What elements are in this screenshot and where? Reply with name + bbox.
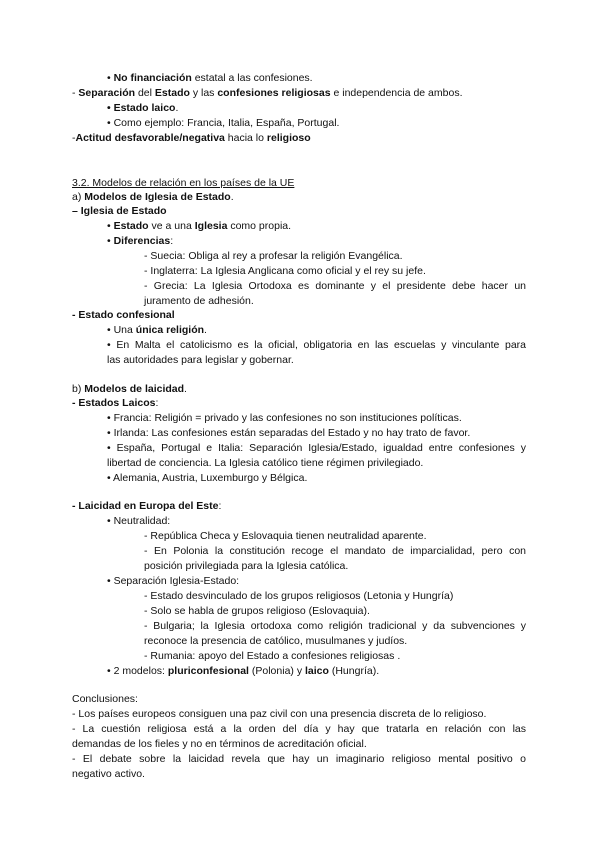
line-iglesia-de-estado: – Iglesia de Estado	[72, 205, 167, 217]
item-suecia: - Suecia: Obliga al rey a profesar la religión Evangélica.	[144, 250, 403, 262]
bullet-neutralidad: • Neutralidad:	[107, 515, 171, 527]
subheading-a: a) Modelos de Iglesia de Estado.	[72, 191, 234, 203]
item-rumania: - Rumania: apoyo del Estado a confesiones religiosas .	[144, 650, 401, 662]
bullet-ejemplo: • Como ejemplo: Francia, Italia, España, Portugal.	[107, 117, 340, 129]
bullet-malta: • En Malta el catolicismo es la oficial, obligatoria en las escuelas y vinculante para	[107, 339, 526, 351]
bullet-francia: • Francia: Religión = privado y las confesiones no son instituciones políticas.	[107, 412, 462, 424]
item-eslovaquia: - Solo se habla de grupos religioso (Eslovaquia).	[144, 605, 370, 617]
item-grecia: - Grecia: La Iglesia Ortodoxa es dominante y el presidente debe hacer un	[144, 280, 526, 292]
conclusion-2: - La cuestión religiosa está a la orden del día y hay que tratarla en relación con las	[72, 723, 526, 735]
conclusion-3-cont: negativo activo.	[72, 768, 145, 780]
item-bulgaria: - Bulgaria; la Iglesia ortodoxa como religión tradicional y da subvenciones y	[144, 620, 526, 632]
bullet-estado-iglesia: • Estado ve a una Iglesia como propia.	[107, 220, 292, 232]
bullet-unica-religion: • Una única religión.	[107, 324, 207, 336]
item-polonia-cont: posición privilegiada para la Iglesia católica.	[144, 560, 349, 572]
item-letonia-hungria: - Estado desvinculado de los grupos religiosos (Letonia y Hungría)	[144, 590, 454, 602]
item-inglaterra: - Inglaterra: La Iglesia Anglicana como oficial y el rey su jefe.	[144, 265, 426, 277]
item-grecia-cont: juramento de adhesión.	[144, 295, 254, 307]
item-republica-checa: - República Checa y Eslovaquia tienen neutralidad aparente.	[144, 530, 427, 542]
bullet-malta-cont: las autoridades para legislar y gobernar.	[107, 354, 294, 366]
line-estados-laicos: - Estados Laicos:	[72, 397, 159, 409]
line-separacion: - Separación del Estado y las confesiones religiosas e independencia de ambos.	[72, 87, 463, 99]
conclusion-2-cont: demandas de los fieles y no en términos de acreditación oficial.	[72, 738, 367, 750]
section-heading-3-2: 3.2. Modelos de relación en los países de la UE	[72, 177, 295, 189]
bullet-espana: • España, Portugal e Italia: Separación Iglesia/Estado, igualdad entre confesiones y	[107, 442, 526, 454]
bullet-separacion-iglesia-estado: • Separación Iglesia-Estado:	[107, 575, 240, 587]
subheading-b: b) Modelos de laicidad.	[72, 383, 187, 395]
bullet-alemania: • Alemania, Austria, Luxemburgo y Bélgica.	[107, 472, 308, 484]
conclusion-1: - Los países europeos consiguen una paz civil con una presencia discreta de lo religioso.	[72, 708, 487, 720]
bullet-no-financiacion: • No financiación estatal a las confesiones.	[107, 72, 313, 84]
conclusiones-heading: Conclusiones:	[72, 693, 138, 705]
line-estado-confesional: - Estado confesional	[72, 309, 175, 321]
line-actitud: -Actitud desfavorable/negativa hacia lo religioso	[72, 132, 311, 144]
line-laicidad-europa-este: - Laicidad en Europa del Este:	[72, 500, 222, 512]
bullet-irlanda: • Irlanda: Las confesiones están separadas del Estado y no hay trato de favor.	[107, 427, 471, 439]
conclusion-3: - El debate sobre la laicidad revela que hay un imaginario religioso mental positivo o	[72, 753, 526, 765]
bullet-diferencias: • Diferencias:	[107, 235, 174, 247]
bullet-2-modelos: • 2 modelos: pluriconfesional (Polonia) y laico (Hungría).	[107, 665, 380, 677]
bullet-espana-cont: libertad de conciencia. La Iglesia católico tiene régimen privilegiado.	[107, 457, 424, 469]
item-bulgaria-cont: reconoce la presencia de católico, musulmanes y judíos.	[144, 635, 408, 647]
bullet-estado-laico: • Estado laico.	[107, 102, 179, 114]
item-polonia: - En Polonia la constitución recoge el mandato de imparcialidad, pero con	[144, 545, 526, 557]
